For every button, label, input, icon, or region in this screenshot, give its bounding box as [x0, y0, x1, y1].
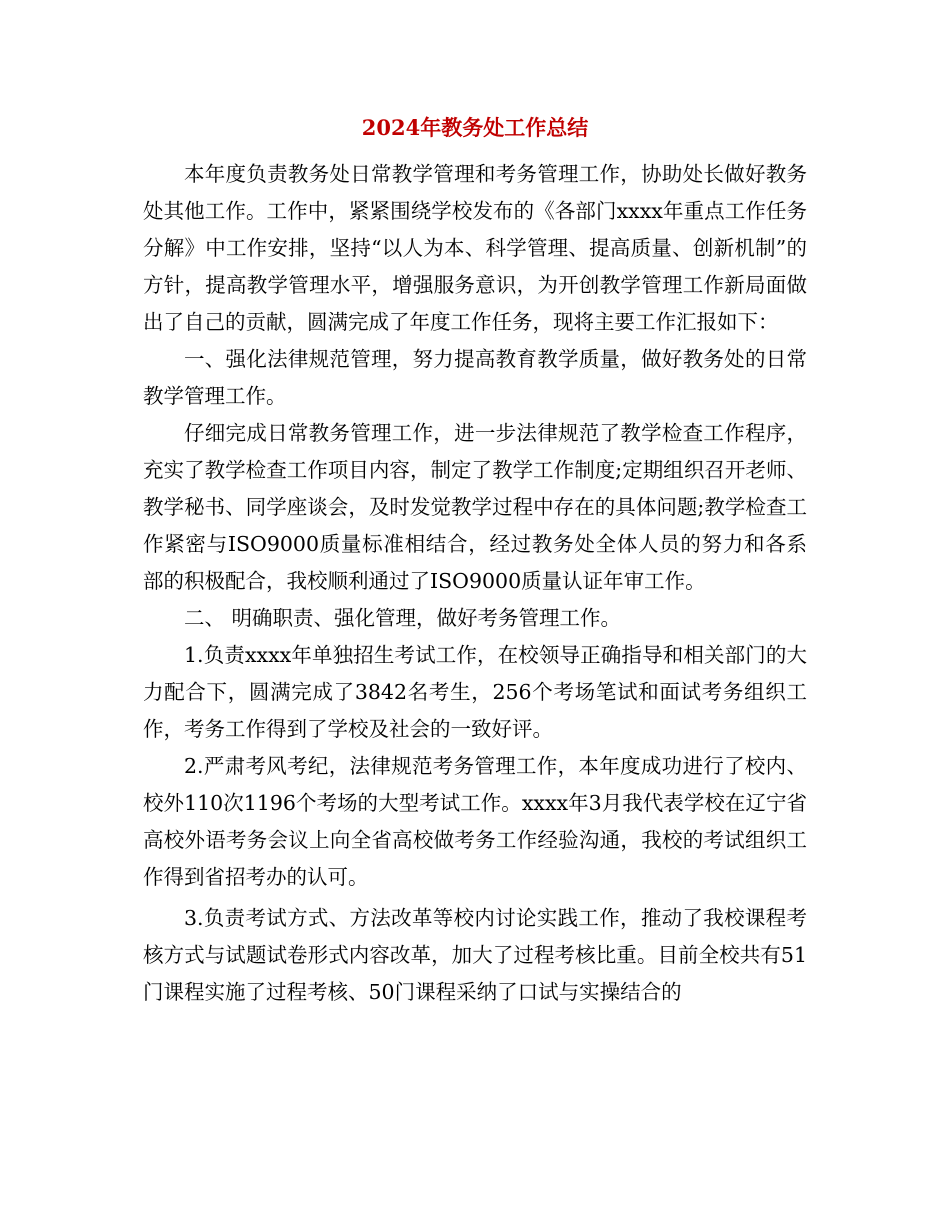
paragraph-intro: 本年度负责教务处日常教学管理和考务管理工作，协助处长做好教务处其他工作。工作中，紧紧围绕学校发布的《各部门xxxx年重点工作任务分解》中工作安排，坚持“以人为本、科学管理、提高质量、创新机制”的方针，提高教学管理水平，增强服务意识，为开创教学管理工作新局面做出了自己的贡献，圆满完成了年度工作任务，现将主要工作汇报如下：	[143, 162, 807, 334]
paragraph-item-3: 3.负责考试方式、方法改革等校内讨论实践工作，推动了我校课程考核方式与试题试卷形式内容改革，加大了过程考核比重。目前全校共有51门课程实施了过程考核、50门课程采纳了口试与实操结合的	[143, 906, 807, 1004]
paragraph-section-1-body: 仔细完成日常教务管理工作，进一步法律规范了教学检查工作程序，充实了教学检查工作项目内容，制定了教学工作制度;定期组织召开老师、教学秘书、同学座谈会，及时发觉教学过程中存在的具体问题;教学检查工作紧密与ISO9000质量标准相结合，经过教务处全体人员的努力和各系部的积极配合，我校顺利通过了ISO9000质量认证年审工作。	[143, 421, 807, 593]
paragraph-section-1-heading: 一、强化法律规范管理，努力提高教育教学质量，做好教务处的日常教学管理工作。	[143, 347, 807, 408]
paragraph-item-2: 2.严肃考风考纪，法律规范考务管理工作，本年度成功进行了校内、校外110次1196个考场的大型考试工作。xxxx年3月我代表学校在辽宁省高校外语考务会议上向全省高校做考务工作经验沟通，我校的考试组织工作得到省招考办的认可。	[143, 754, 807, 889]
document-body	[143, 156, 807, 1011]
paragraph-item-1: 1.负责xxxx年单独招生考试工作，在校领导正确指导和相关部门的大力配合下，圆满完成了3842名考生，256个考场笔试和面试考务组织工作，考务工作得到了学校及社会的一致好评。	[143, 643, 807, 741]
document-title: 2024年教务处工作总结	[361, 115, 589, 140]
paragraph-section-2-heading: 二、 明确职责、强化管理，做好考务管理工作。	[184, 606, 622, 630]
